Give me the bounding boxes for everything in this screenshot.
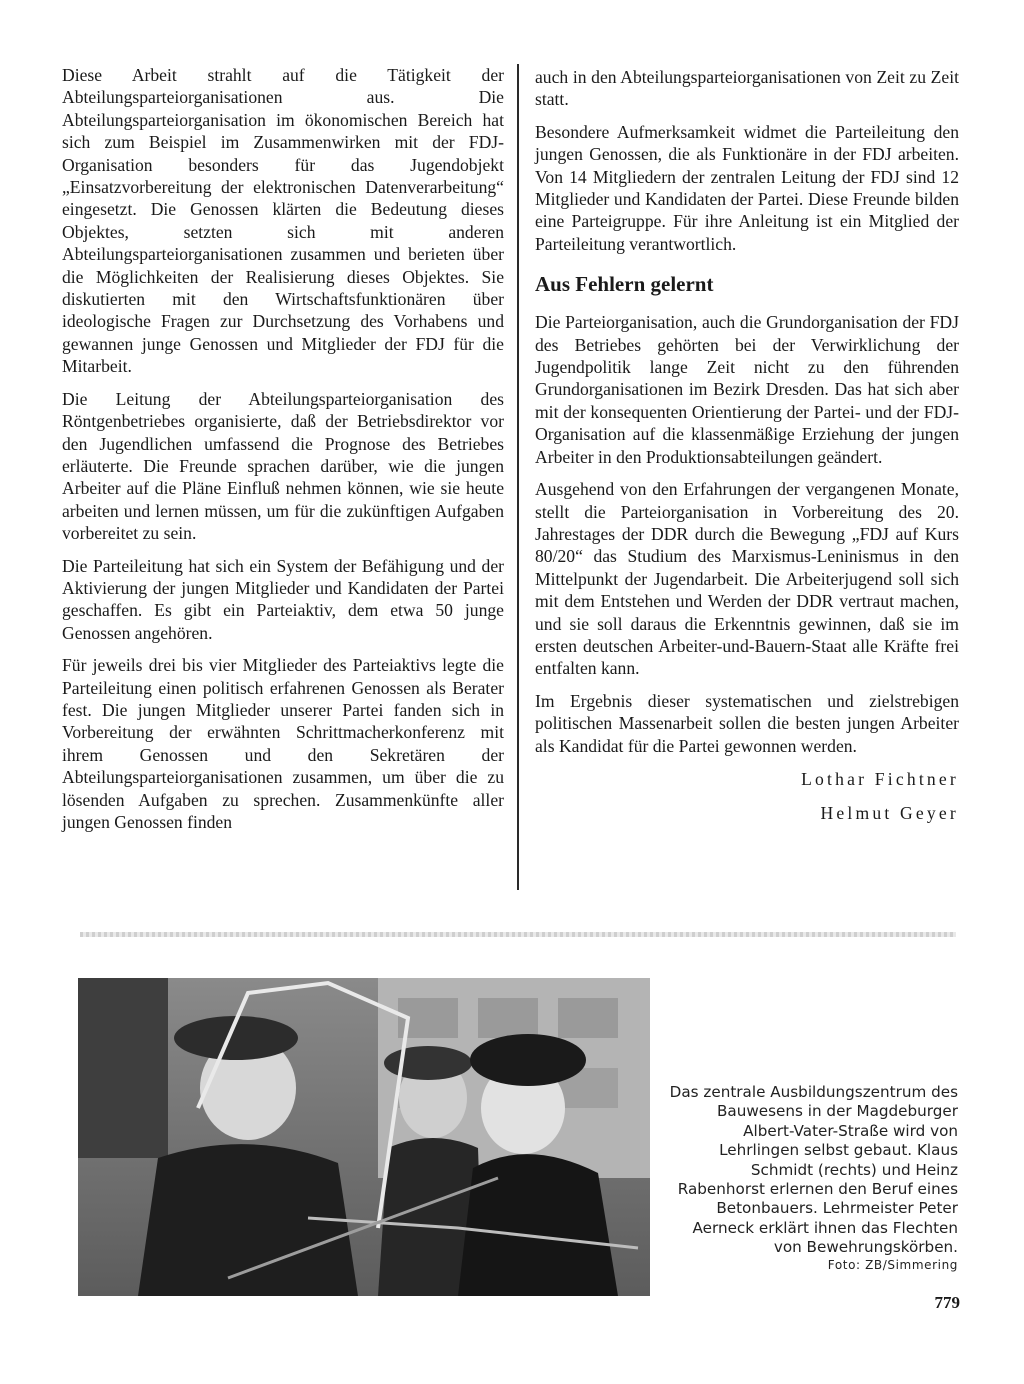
right-column [535,66,959,835]
paragraph: Ausgehend von den Erfahrungen der vergangenen Monate, stellt die Parteiorganisation in Vorbereitung des 20. Jahrestages der DDR durch die Bewegung „FDJ auf Kurs 80/20“ das Studium des Marxismus-Leninismus in den Mittelpunkt der Jugendarbeit. Die Arbeiterjugend soll sich mit dem Entstehen und Werden der DDR vertraut machen, und sie soll daraus die Erkenntnis gewinnen, daß sie im ersten deutschen Arbeiter-und-Bauern-Staat alle Kräfte frei entfalten kann. [535,479,959,679]
paragraph: Die Leitung der Abteilungsparteiorganisation des Röntgenbetriebes organisierte, daß der Betriebsdirektor vor den Jugendlichen umfassend die Prognose des Betriebes erläuterte. Die Freunde sprachen darüber, wie die jungen Arbeiter auf die Pläne Einfluß nehmen können, wie sie heute arbeiten und lernen müssen, um für die zukünftigen Aufgaben vorbereitet zu sein. [62,388,504,544]
photo-caption: Das zentrale Ausbildungszentrum des Bauwesens in der Magdeburger Albert-Vater-Straße wird von Lehrlingen selbst gebaut. Klaus Schmidt (rechts) und Heinz Rabenhorst erlernen den Beruf eines Betonbauers. Lehrmeister Peter Aerneck erklärt ihnen das Flechten von Bewehrungskörben. [669,1083,958,1257]
paragraph: Für jeweils drei bis vier Mitglieder des Parteiaktivs legte die Parteileitung einen politisch erfahrenen Genossen als Berater fest. Die jungen Mitglieder unserer Partei fanden sich in Vorbereitung der erwähnten Schrittmacherkonferenz mit ihrem Genossen und den Sekretären der Abteilungsparteiorganisationen zusammen, um über die zu lösenden Aufgaben zu sprechen. Zusammenkünfte aller jungen Genossen finden [62,655,504,832]
paragraph: Die Parteileitung hat sich ein System der Befähigung und der Aktivierung der jungen Mitglieder und Kandidaten der Partei geschaffen. Es gibt ein Parteiaktiv, dem etwa 50 junge Genossen angehören. [62,555,504,643]
author-name: Lothar Fichtner [801,768,959,789]
photo-divider [80,932,956,937]
left-column [62,64,504,833]
paragraph: auch in den Abteilungsparteiorganisationen von Zeit zu Zeit statt. [535,67,959,110]
photo [78,978,650,1296]
paragraph: Besondere Aufmerksamkeit widmet die Parteileitung den jungen Genossen, die als Funktionäre in der FDJ arbeiten. Von 14 Mitgliedern der zentralen Leitung der FDJ sind 12 Mitglieder und Kandidaten der Partei. Diese Freunde bilden eine Parteigruppe. Für ihre Anleitung ist ein Mitglied der Parteileitung verantwortlich. [535,121,959,254]
page-number: 779 [934,1293,960,1312]
photo-image [78,978,650,1296]
column-divider [517,64,519,890]
author-name: Helmut Geyer [820,802,959,823]
photo-credit: Foto: ZB/Simmering [827,1258,958,1272]
paragraph: Im Ergebnis dieser systematischen und zielstrebigen politischen Massenarbeit sollen die besten jungen Arbeiter als Kandidat für die Partei gewonnen werden. [535,690,959,756]
paragraph: Diese Arbeit strahlt auf die Tätigkeit der Abteilungsparteiorganisationen aus. Die Abteilungsparteiorganisation im ökonomischen Bereich hat sich zum Beispiel im Zusammenwirken mit der FDJ-Organisation besonders für das Jugendobjekt „Einsatzvorbereitung der elektronischen Datenverarbeitung“ eingesetzt. Die Genossen klärten die Bedeutung dieses Objektes, setzten sich mit anderen Abteilungsparteiorganisationen zusammen und berieten über die Möglichkeiten der Realisierung dieses Objektes. Sie diskutierten mit den Wirtschaftsfunktionären über ideologische Fragen zur Durchsetzung des Vorhabens und gewannen junge Genossen und Mitglieder der FDJ für die Mitarbeit. [62,65,504,377]
section-heading: Aus Fehlern gelernt [535,272,714,297]
paragraph: Die Parteiorganisation, auch die Grundorganisation der FDJ des Betriebes gehörten bei der Verwirklichung der Jugendpolitik lange Zeit nicht zu den führenden Grundorganisationen im Bezirk Dresden. Das hat sich aber mit der konsequenten Orientierung der Partei- und der FDJ-Organisation auf die klassenmäßige Erziehung der jungen Arbeiter in den Produktionsabteilungen geändert. [535,312,959,467]
